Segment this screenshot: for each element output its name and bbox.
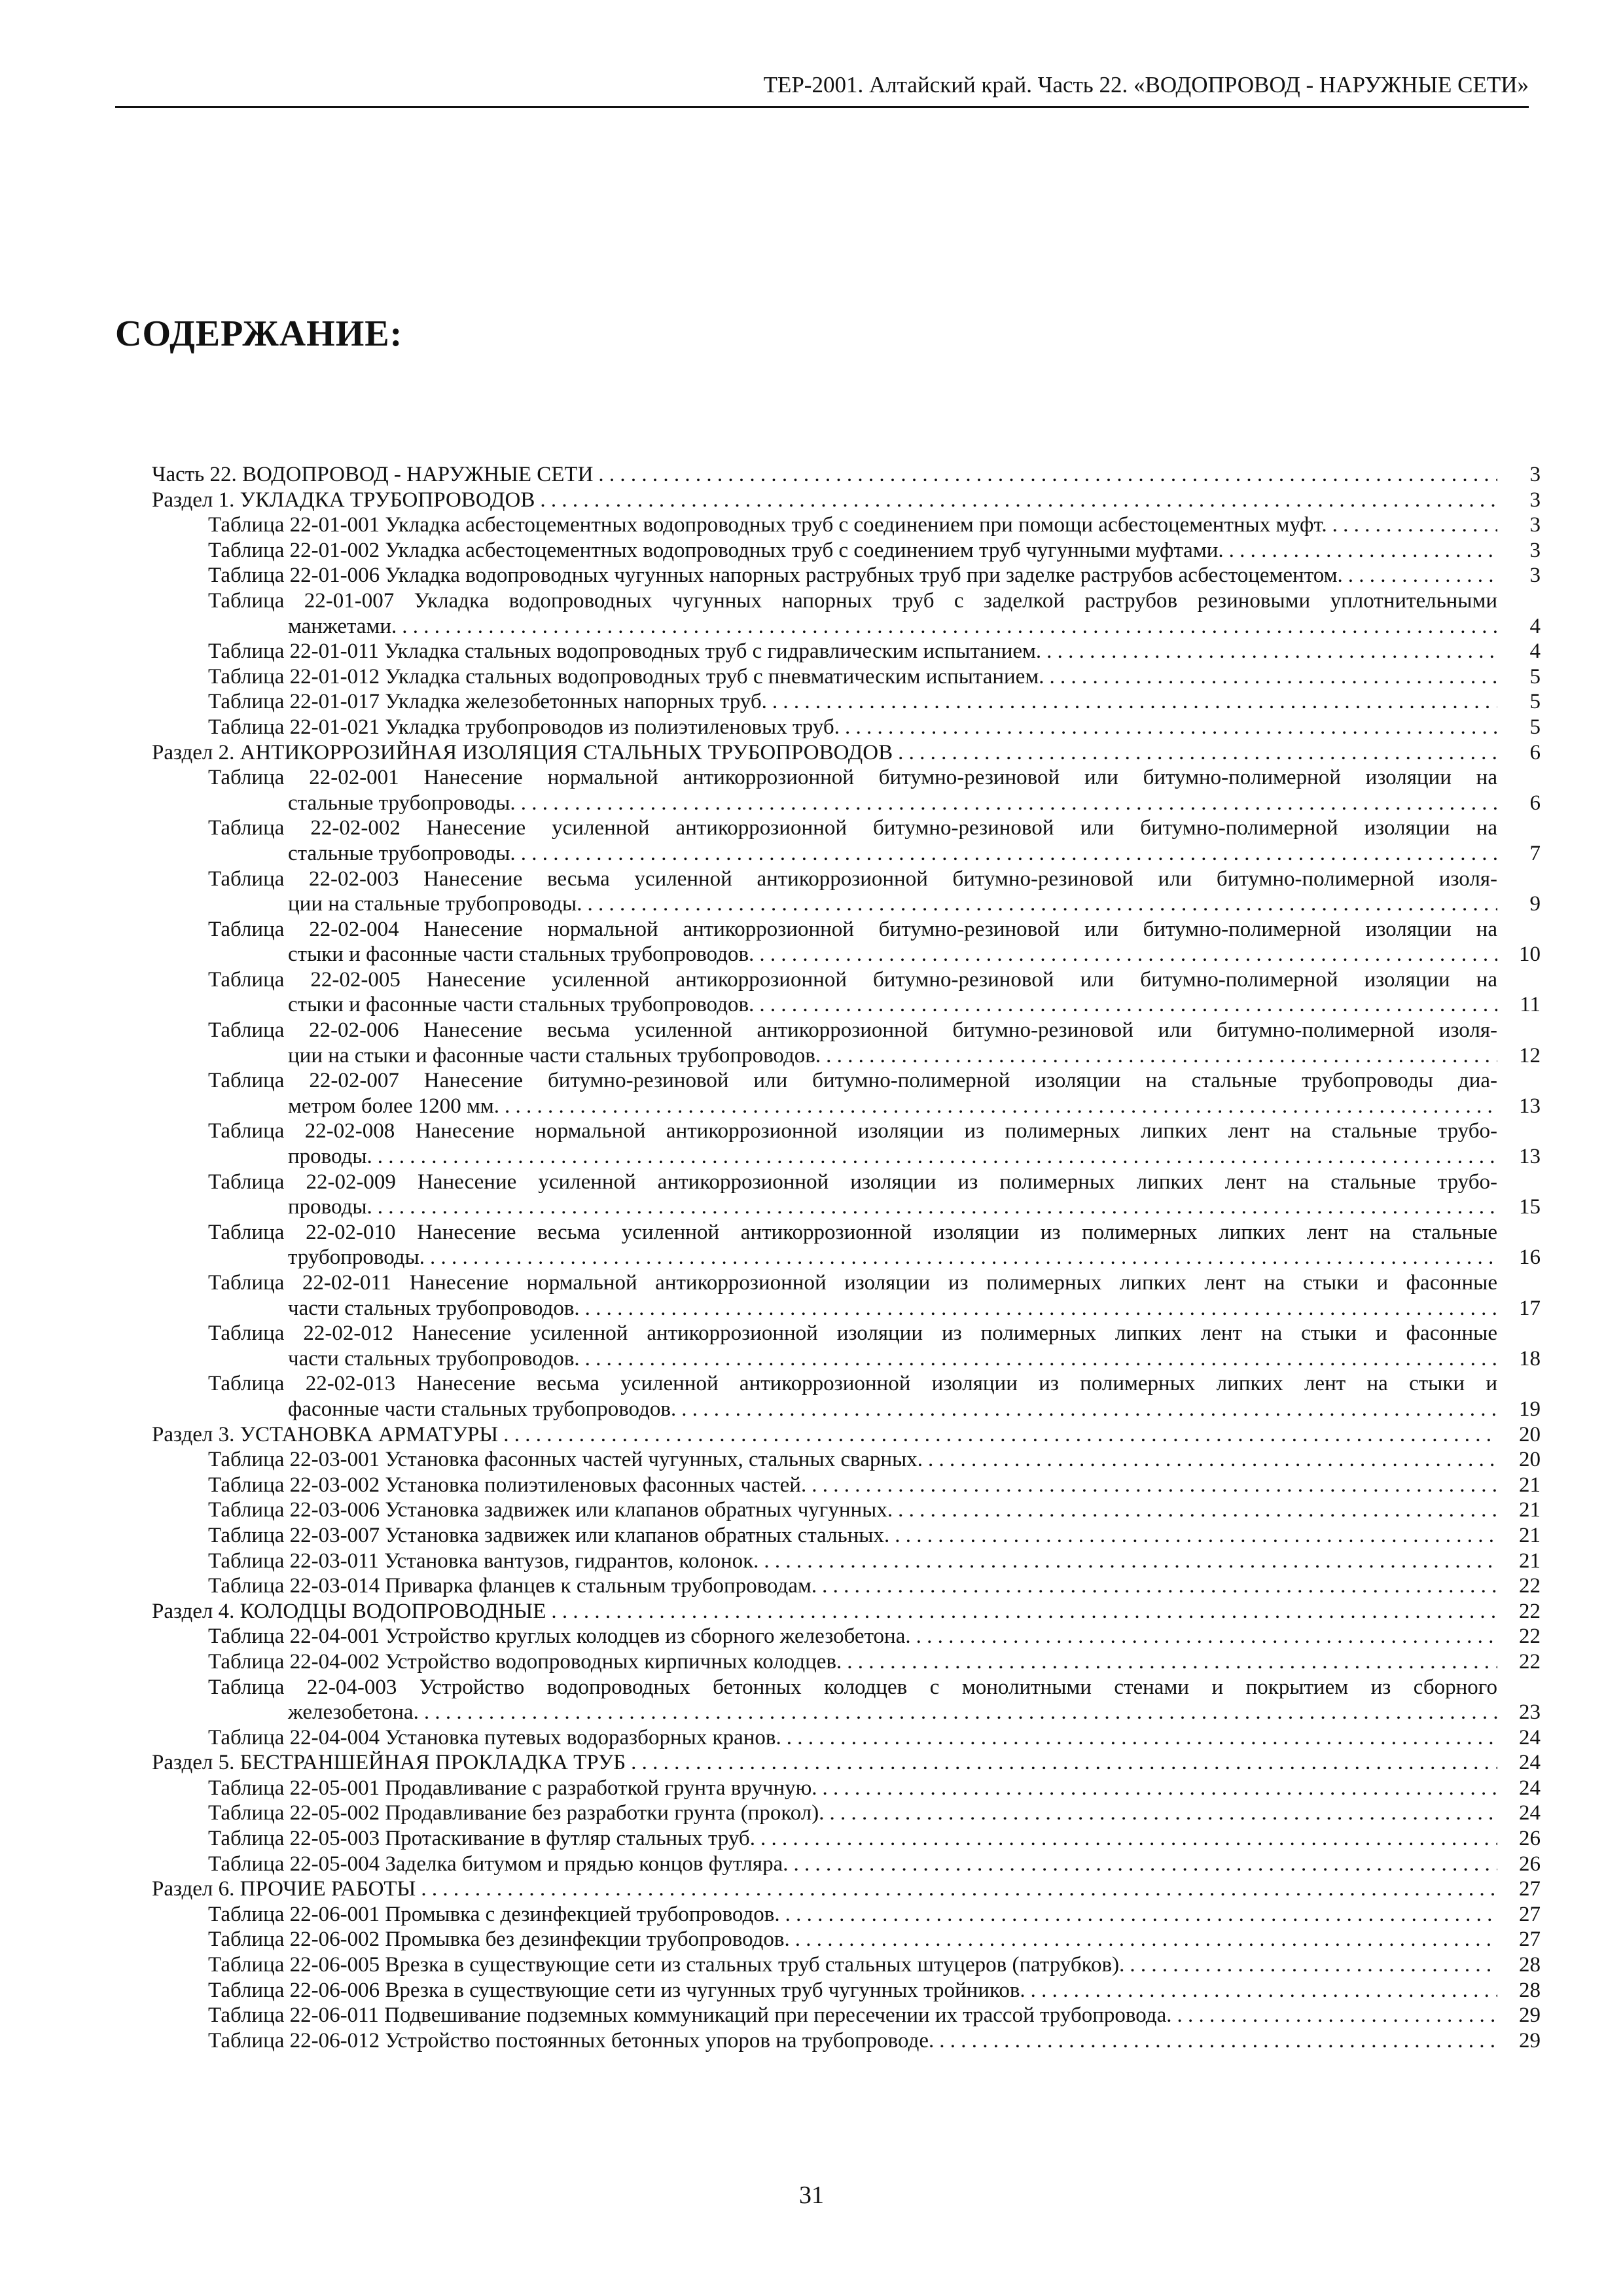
toc-entry-text: Таблица 22-01-007 Укладка водопроводных чугунных напорных труб с заделкой раструбов резиновыми уплотнительными — [208, 588, 1497, 613]
dot-leader — [631, 1750, 1497, 1776]
toc-entry[interactable] — [152, 1068, 1541, 1119]
dot-leader — [1031, 1978, 1497, 2003]
toc-entry[interactable] — [152, 1852, 1541, 1877]
dot-leader — [1046, 639, 1497, 664]
toc-entry-text-cont: ции на стальные трубопроводы. — [288, 892, 582, 916]
toc-entry-text: Таблица 22-06-001 Промывка с дезинфекцией трубопроводов. — [208, 1902, 780, 1926]
dot-leader — [759, 992, 1497, 1018]
toc-entry-text: Таблица 22-01-021 Укладка трубопроводов из полиэтиленовых труб. — [208, 715, 840, 739]
toc-entry[interactable] — [152, 1952, 1541, 1978]
toc-entry[interactable] — [152, 1725, 1541, 1751]
toc-entry[interactable] — [152, 1321, 1541, 1371]
toc-entry[interactable] — [152, 1624, 1541, 1649]
dot-leader — [1348, 563, 1497, 588]
page-title: СОДЕРЖАНИЕ: — [115, 314, 403, 354]
toc-entry-text: Таблица 22-04-003 Устройство водопроводных бетонных колодцев с монолитными стенами и покрытием из сборного — [208, 1675, 1497, 1699]
toc-page-number: 21 — [1519, 1473, 1541, 1497]
toc-entry-text: Таблица 22-01-011 Укладка стальных водопроводных труб с гидравлическим испытанием. — [208, 639, 1042, 664]
toc-page-number: 13 — [1519, 1145, 1541, 1169]
toc-entry-text: Раздел 3. УСТАНОВКА АРМАТУРЫ — [152, 1422, 499, 1446]
toc-entry-text: Таблица 22-01-006 Укладка водопроводных чугунных напорных раструбных труб при заделке раструбов асбестоцементом. — [208, 564, 1343, 588]
toc-entry-text-cont: метром более 1200 мм. — [288, 1094, 499, 1118]
dot-leader — [760, 1826, 1497, 1852]
dot-leader — [1050, 664, 1498, 690]
toc-section[interactable] — [152, 1750, 1541, 1776]
toc-page-number: 24 — [1519, 1751, 1541, 1775]
toc-entry[interactable] — [152, 1498, 1541, 1523]
toc-entry-text: Таблица 22-02-009 Нанесение усиленной антикоррозионной изоляции из полимерных липких лент на стальные трубо- — [208, 1170, 1497, 1194]
toc-page-number: 5 — [1529, 664, 1541, 689]
toc-page-number: 5 — [1529, 715, 1541, 739]
toc-entry[interactable] — [152, 2028, 1541, 2054]
toc-page-number: 26 — [1519, 1827, 1541, 1851]
dot-leader — [1332, 512, 1497, 538]
toc-page-number: 11 — [1520, 993, 1541, 1017]
toc-entry[interactable] — [152, 1270, 1541, 1321]
toc-entry-text-cont: ции на стыки и фасонные части стальных трубопроводов. — [288, 1043, 821, 1067]
toc-page-number: 22 — [1519, 1599, 1541, 1623]
toc-entry[interactable] — [152, 1826, 1541, 1852]
toc-page-number: 18 — [1519, 1346, 1541, 1371]
toc-entry[interactable] — [152, 1018, 1541, 1068]
toc-entry[interactable] — [152, 967, 1541, 1018]
toc-entry-text: Таблица 22-06-005 Врезка в существующие сети из стальных труб стальных штуцеров (патрубков). — [208, 1953, 1125, 1977]
toc-entry-text: Таблица 22-05-003 Протаскивание в футляр стальных труб. — [208, 1827, 755, 1851]
toc-entry-text: Таблица 22-02-005 Нанесение усиленной антикоррозионной битумно-резиновой или битумно-полимерной изоляции на — [208, 967, 1497, 992]
toc-page-number: 3 — [1529, 538, 1541, 562]
dot-leader — [521, 791, 1497, 816]
toc-page-number: 23 — [1519, 1700, 1541, 1725]
dot-leader — [598, 462, 1497, 488]
toc-page-number: 27 — [1519, 1877, 1541, 1901]
toc-entry[interactable] — [152, 1902, 1541, 1928]
toc-entry-text: Таблица 22-01-002 Укладка асбестоцементных водопроводных труб с соединением труб чугунными муфтами. — [208, 538, 1224, 562]
toc-entry-text: Раздел 1. УКЛАДКА ТРУБОПРОВОДОВ — [152, 488, 535, 512]
toc-entry[interactable] — [152, 1801, 1541, 1826]
table-of-contents — [152, 462, 1541, 2053]
toc-entry-text: Таблица 22-04-004 Установка путевых водоразборных кранов. — [208, 1725, 781, 1749]
toc-entry-text: Раздел 2. АНТИКОРРОЗИЙНАЯ ИЗОЛЯЦИЯ СТАЛЬНЫХ ТРУБОПРОВОДОВ — [152, 740, 893, 764]
toc-page-number: 29 — [1519, 2028, 1541, 2053]
toc-entry-text: Таблица 22-01-012 Укладка стальных водопроводных труб с пневматическим испытанием. — [208, 664, 1044, 689]
toc-entry[interactable] — [152, 1573, 1541, 1599]
toc-entry-text-cont: трубопроводы. — [288, 1246, 425, 1270]
toc-page-number: 7 — [1529, 841, 1541, 865]
toc-page-number: 12 — [1519, 1043, 1541, 1067]
dot-leader — [898, 740, 1497, 766]
toc-entry-text-cont: фасонные части стальных трубопроводов. — [288, 1397, 677, 1421]
toc-page-number: 9 — [1529, 892, 1541, 916]
toc-page-number: 3 — [1529, 564, 1541, 588]
dot-leader — [764, 1549, 1497, 1574]
toc-page-number: 17 — [1519, 1296, 1541, 1320]
toc-entry-text-cont: части стальных трубопроводов. — [288, 1296, 580, 1320]
toc-entry-text: Таблица 22-03-014 Приварка фланцев к стальным трубопроводам. — [208, 1574, 817, 1598]
toc-page-number: 20 — [1519, 1422, 1541, 1446]
toc-entry-text: Таблица 22-01-001 Укладка асбестоцементных водопроводных труб с соединением при помощи асбестоцементных муфт. — [208, 513, 1327, 537]
dot-leader — [505, 1094, 1497, 1119]
dot-leader — [916, 1624, 1497, 1649]
toc-entry-text: Таблица 22-06-006 Врезка в существующие сети из чугунных труб чугунных тройников. — [208, 1978, 1026, 2002]
toc-entry-text: Таблица 22-05-002 Продавливание без разработки грунта (прокол). — [208, 1801, 825, 1825]
dot-leader — [785, 1902, 1497, 1928]
dot-leader — [772, 689, 1497, 715]
dot-leader — [928, 1447, 1497, 1473]
toc-entry-text: Таблица 22-02-003 Нанесение весьма усиленной антикоррозионной битумно-резиновой или битумно-полимерной изоля- — [208, 867, 1497, 891]
toc-page-number: 6 — [1529, 740, 1541, 764]
dot-leader — [1229, 538, 1497, 564]
toc-section[interactable] — [152, 1422, 1541, 1448]
toc-page-number: 24 — [1519, 1776, 1541, 1800]
toc-entry-text: Раздел 4. КОЛОДЦЫ ВОДОПРОВОДНЫЕ — [152, 1599, 546, 1623]
toc-entry-text: Таблица 22-04-002 Устройство водопроводных кирпичных колодцев. — [208, 1649, 842, 1674]
dot-leader — [895, 1523, 1497, 1549]
header-rule — [115, 106, 1529, 108]
dot-leader — [823, 1776, 1497, 1801]
toc-entry-text: Таблица 22-03-002 Установка полиэтиленовых фасонных частей. — [208, 1473, 807, 1497]
toc-entry[interactable] — [152, 715, 1541, 740]
toc-page-number: 27 — [1519, 1928, 1541, 1952]
toc-section[interactable] — [152, 740, 1541, 766]
toc-page-number: 19 — [1519, 1397, 1541, 1421]
toc-entry-text-cont: манжетами. — [288, 614, 397, 638]
toc-entry-text-cont: стыки и фасонные части стальных трубопроводов. — [288, 942, 755, 967]
dot-leader — [587, 891, 1497, 917]
toc-page-number: 10 — [1519, 942, 1541, 967]
toc-entry-text: Раздел 6. ПРОЧИЕ РАБОТЫ — [152, 1877, 416, 1901]
toc-entry-text: Таблица 22-02-007 Нанесение битумно-резиновой или битумно-полимерной изоляции на стальные трубопроводы диа- — [208, 1069, 1497, 1093]
toc-entry-text-cont: железобетона. — [288, 1700, 419, 1725]
toc-entry-text: Таблица 22-02-008 Нанесение нормальной антикоррозионной изоляции из полимерных липких лент на стальные трубо- — [208, 1119, 1497, 1143]
dot-leader — [424, 1700, 1497, 1725]
toc-entry-text-cont: части стальных трубопроводов. — [288, 1346, 580, 1371]
toc-entry[interactable] — [152, 1220, 1541, 1270]
toc-entry-text: Таблица 22-02-012 Нанесение усиленной антикоррозионной изоляции из полимерных липких лент на стыки и фасонные — [208, 1321, 1497, 1346]
dot-leader — [898, 1498, 1497, 1523]
dot-leader — [793, 1852, 1497, 1877]
toc-entry[interactable] — [152, 1675, 1541, 1725]
toc-entry[interactable] — [152, 867, 1541, 917]
toc-entry[interactable] — [152, 1649, 1541, 1675]
toc-entry-text: Таблица 22-05-001 Продавливание с разработкой грунта вручную. — [208, 1776, 817, 1800]
toc-entry[interactable] — [152, 639, 1541, 664]
toc-entry[interactable] — [152, 917, 1541, 967]
running-header: ТЕР-2001. Алтайский край. Часть 22. «ВОДОПРОВОД - НАРУЖНЫЕ СЕТИ» — [763, 72, 1529, 98]
toc-entry-text: Таблица 22-06-012 Устройство постоянных бетонных упоров на трубопроводе. — [208, 2028, 935, 2053]
toc-page-number: 15 — [1519, 1195, 1541, 1219]
dot-leader — [681, 1397, 1497, 1422]
toc-entry[interactable] — [152, 1927, 1541, 1952]
toc-page-number: 28 — [1519, 1978, 1541, 2002]
toc-entry[interactable] — [152, 1523, 1541, 1549]
toc-entry-text: Таблица 22-03-001 Установка фасонных частей чугунных, стальных сварных. — [208, 1448, 923, 1472]
dot-leader — [551, 1599, 1497, 1624]
toc-entry[interactable] — [152, 689, 1541, 715]
toc-entry[interactable] — [152, 1170, 1541, 1220]
toc-page-number: 29 — [1519, 2003, 1541, 2028]
toc-section[interactable] — [152, 462, 1541, 488]
toc-entry[interactable] — [152, 664, 1541, 690]
toc-page-number: 3 — [1529, 463, 1541, 486]
dot-leader — [795, 1927, 1497, 1952]
toc-entry-text-cont: стальные трубопроводы. — [288, 841, 516, 865]
toc-page-number: 21 — [1519, 1549, 1541, 1573]
dot-leader — [826, 1043, 1497, 1069]
dot-leader — [503, 1422, 1497, 1448]
toc-entry-text: Таблица 22-01-017 Укладка железобетонных напорных труб. — [208, 690, 767, 714]
toc-page-number: 22 — [1519, 1649, 1541, 1674]
dot-leader — [787, 1725, 1497, 1751]
dot-leader — [378, 1144, 1497, 1170]
dot-leader — [430, 1245, 1497, 1270]
dot-leader — [1177, 2003, 1497, 2028]
toc-entry[interactable] — [152, 1371, 1541, 1422]
dot-leader — [847, 1649, 1497, 1675]
toc-entry-text: Раздел 5. БЕСТРАНШЕЙНАЯ ПРОКЛАДКА ТРУБ — [152, 1751, 626, 1775]
toc-entry[interactable] — [152, 538, 1541, 564]
dot-leader — [829, 1801, 1497, 1826]
dot-leader — [759, 942, 1497, 967]
toc-entry[interactable] — [152, 765, 1541, 816]
toc-entry-text: Таблица 22-02-004 Нанесение нормальной антикоррозионной битумно-резиновой или битумно-полимерной изоляции на — [208, 917, 1497, 941]
toc-page-number: 20 — [1519, 1448, 1541, 1472]
dot-leader — [939, 2028, 1497, 2054]
dot-leader — [812, 1473, 1497, 1498]
toc-entry[interactable] — [152, 816, 1541, 866]
toc-entry[interactable] — [152, 1776, 1541, 1801]
toc-page-number: 4 — [1529, 614, 1541, 638]
toc-page-number: 6 — [1529, 791, 1541, 815]
toc-entry[interactable] — [152, 563, 1541, 588]
toc-entry-text-cont: стыки и фасонные части стальных трубопроводов. — [288, 993, 755, 1017]
dot-leader — [402, 614, 1497, 639]
toc-entry[interactable] — [152, 1549, 1541, 1574]
dot-leader — [1130, 1952, 1497, 1978]
toc-entry[interactable] — [152, 1119, 1541, 1169]
toc-page-number: 21 — [1519, 1498, 1541, 1522]
dot-leader — [845, 715, 1497, 740]
toc-section[interactable] — [152, 1876, 1541, 1902]
dot-leader — [521, 841, 1497, 867]
toc-section[interactable] — [152, 1599, 1541, 1624]
toc-page-number: 4 — [1529, 639, 1541, 664]
toc-entry[interactable] — [152, 1978, 1541, 2003]
toc-entry-text-cont: проводы. — [288, 1145, 372, 1169]
toc-entry-text: Таблица 22-06-011 Подвешивание подземных коммуникаций при пересечении их трассой трубопровода. — [208, 2003, 1172, 2028]
toc-page-number: 24 — [1519, 1725, 1541, 1749]
toc-page-number: 13 — [1519, 1094, 1541, 1118]
toc-page-number: 5 — [1529, 690, 1541, 714]
toc-entry-text: Таблица 22-02-010 Нанесение весьма усиленной антикоррозионной изоляции из полимерных липких лент на стальные — [208, 1220, 1497, 1244]
toc-entry-text: Часть 22. ВОДОПРОВОД - НАРУЖНЫЕ СЕТИ — [152, 463, 594, 486]
toc-entry-text: Таблица 22-02-013 Нанесение весьма усиленной антикоррозионной изоляции из полимерных липких лент на стыки и — [208, 1372, 1497, 1396]
toc-entry[interactable] — [152, 1473, 1541, 1498]
toc-entry-text-cont: стальные трубопроводы. — [288, 791, 516, 815]
toc-entry[interactable] — [152, 1447, 1541, 1473]
toc-page-number: 27 — [1519, 1902, 1541, 1926]
toc-page-number: 26 — [1519, 1852, 1541, 1876]
toc-entry-text: Таблица 22-03-011 Установка вантузов, гидрантов, колонок. — [208, 1549, 759, 1573]
toc-page-number: 21 — [1519, 1523, 1541, 1547]
dot-leader — [378, 1194, 1497, 1220]
toc-entry-text: Таблица 22-03-007 Установка задвижек или клапанов обратных стальных. — [208, 1523, 890, 1547]
toc-entry-text: Таблица 22-03-006 Установка задвижек или клапанов обратных чугунных. — [208, 1498, 893, 1522]
page-number: 31 — [799, 2181, 824, 2209]
toc-page-number: 16 — [1519, 1246, 1541, 1270]
toc-entry-text: Таблица 22-02-006 Нанесение весьма усиленной антикоррозионной битумно-резиновой или битумно-полимерной изоля- — [208, 1018, 1497, 1043]
toc-page-number: 3 — [1529, 513, 1541, 537]
toc-page-number: 28 — [1519, 1953, 1541, 1977]
toc-entry-text: Таблица 22-05-004 Заделка битумом и прядью концов футляра. — [208, 1852, 789, 1876]
toc-entry[interactable] — [152, 2003, 1541, 2028]
toc-page-number: 3 — [1529, 488, 1541, 512]
toc-entry-text: Таблица 22-04-001 Устройство круглых колодцев из сборного железобетона. — [208, 1624, 911, 1649]
dot-leader — [585, 1346, 1497, 1372]
toc-entry-text: Таблица 22-06-002 Промывка без дезинфекции трубопроводов. — [208, 1928, 790, 1952]
dot-leader — [585, 1296, 1497, 1321]
toc-entry-text: Таблица 22-02-001 Нанесение нормальной антикоррозионной битумно-резиновой или битумно-полимерной изоляции на — [208, 766, 1497, 790]
dot-leader — [822, 1573, 1497, 1599]
toc-entry[interactable] — [152, 588, 1541, 639]
toc-entry-text-cont: проводы. — [288, 1195, 372, 1219]
dot-leader — [540, 488, 1497, 513]
toc-entry-text: Таблица 22-02-002 Нанесение усиленной антикоррозионной битумно-резиновой или битумно-полимерной изоляции на — [208, 816, 1497, 840]
dot-leader — [421, 1876, 1497, 1902]
toc-page-number: 22 — [1519, 1574, 1541, 1598]
toc-section[interactable] — [152, 488, 1541, 513]
toc-page-number: 24 — [1519, 1801, 1541, 1825]
toc-entry[interactable] — [152, 512, 1541, 538]
toc-entry-text: Таблица 22-02-011 Нанесение нормальной антикоррозионной изоляции из полимерных липких лент на стыки и фасонные — [208, 1271, 1497, 1295]
toc-page-number: 22 — [1519, 1624, 1541, 1649]
